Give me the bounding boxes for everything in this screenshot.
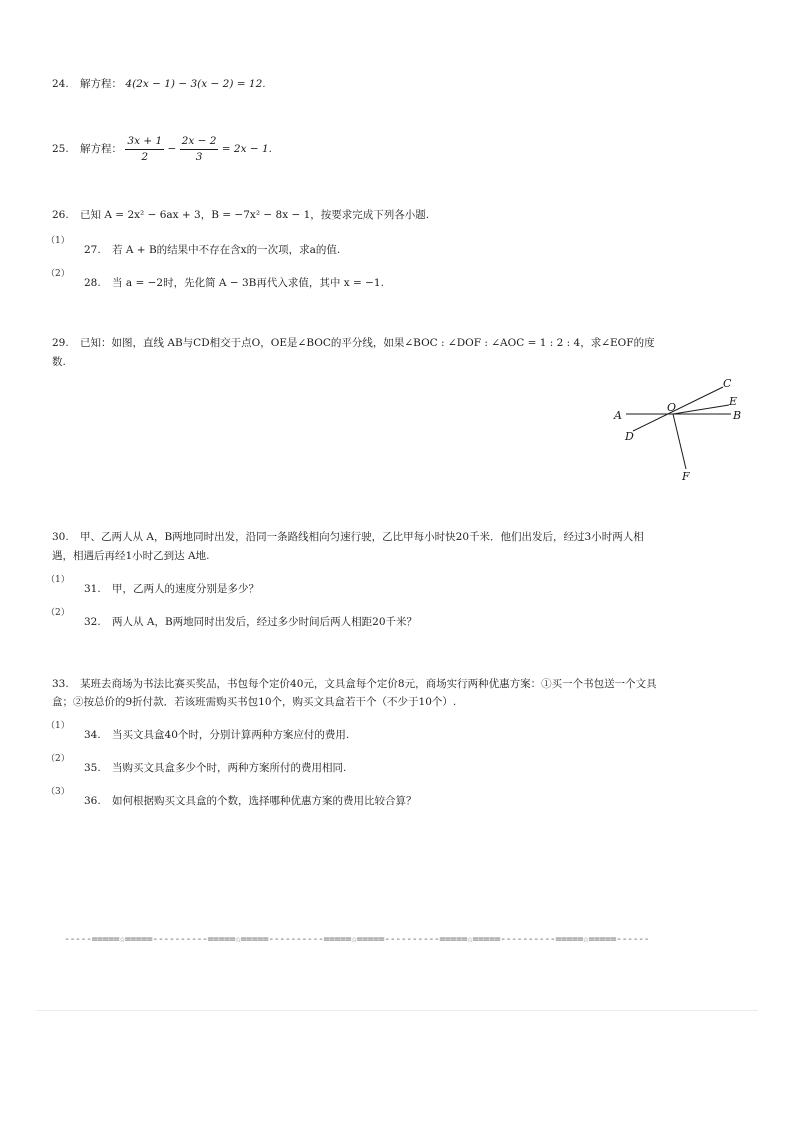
part-tag: （1）	[46, 236, 70, 246]
part-tag: （3）	[46, 787, 70, 797]
question-text: 当买文具盒40个时，分别计算两种方案应付的费用.	[112, 729, 350, 741]
question-text: 如何根据购买文具盒的个数，选择哪种优惠方案的费用比较合算？	[112, 795, 417, 807]
question-text: 两人从 A，B两地同时出发后，经过多少时间后两人相距20千米？	[112, 616, 418, 628]
question-number: 27.	[84, 244, 101, 256]
part-tag: （2）	[46, 608, 70, 618]
minus-sign: −	[167, 142, 177, 155]
question-text: 已知 A = 2x² − 6ax + 3，B = −7x² − 8x − 1，按要求完成下列各小题.	[80, 209, 430, 221]
label-f: F	[682, 470, 690, 483]
equation-rhs: = 2x − 1.	[221, 142, 272, 155]
question-33-line2: 盒；②按总价的9折付款．若该班需购买书包10个，购买文具盒若干个（不少于10个）.	[52, 696, 457, 708]
line-cd	[633, 387, 723, 431]
question-29	[52, 338, 655, 349]
part-tag: （1）	[46, 575, 70, 585]
label-a: A	[614, 409, 622, 422]
question-number: 25.	[52, 142, 69, 155]
question-text-line1: 已知：如图，直线 AB与CD相交于点O，OE是∠BOC的平分线，如果∠BOC : ∠DOF : ∠AOC = 1 : 2 : 4，求∠EOF的度	[80, 337, 655, 349]
label-d: D	[625, 430, 634, 443]
sub-question-34	[84, 730, 349, 741]
question-number: 31.	[84, 583, 101, 595]
label-b: B	[733, 409, 742, 422]
fraction-2: $\frac{2x - 2}{3}$	[181, 135, 217, 163]
geometry-figure	[605, 373, 755, 485]
label-o: O	[667, 401, 677, 414]
question-number: 32.	[84, 616, 101, 628]
question-number: 28.	[84, 277, 101, 289]
question-text: 若 A + B的结果中不存在含x的一次项，求a的值.	[112, 244, 341, 256]
question-text-line1: 甲、乙两人从 A，B两地同时出发，沿同一条路线相向匀速行驶，乙比甲每小时快20千米．他们出发后，经过3小时两人相	[80, 531, 644, 543]
question-number: 30.	[52, 531, 69, 543]
sub-question-36	[84, 796, 417, 807]
question-30-line2: 遇，相遇后再经1小时乙到达 A地.	[52, 550, 210, 562]
equation: 4(2x − 1) − 3(x − 2) = 12.	[125, 78, 266, 90]
question-text: 甲，乙两人的速度分别是多少？	[112, 583, 260, 595]
question-number: 24.	[52, 78, 69, 90]
question-30	[52, 532, 644, 543]
sub-question-35	[84, 763, 346, 774]
question-label: 解方程：	[80, 142, 123, 155]
question-number: 29.	[52, 337, 69, 349]
question-label: 解方程：	[80, 78, 123, 90]
part-tag: （2）	[46, 269, 70, 279]
fraction-1: $\frac{3x + 1}{2}$	[127, 135, 163, 163]
sub-question-27	[84, 245, 340, 256]
page-divider: -----=====☆=====----------=====☆=====----------=====☆=====----------=====☆=====----------=====☆=====------	[64, 935, 650, 945]
question-number: 35.	[84, 762, 101, 774]
label-c: C	[723, 377, 732, 390]
ray-of	[673, 414, 686, 469]
question-text: 当购买文具盒多少个时，两种方案所付的费用相同.	[112, 762, 347, 774]
question-number: 33.	[52, 678, 69, 690]
question-33	[52, 679, 657, 690]
sub-question-28	[84, 278, 384, 289]
sub-question-32	[84, 617, 417, 628]
question-29-line2: 数.	[52, 356, 66, 368]
question-26	[52, 210, 429, 221]
part-tag: （1）	[46, 721, 70, 731]
question-text-line1: 某班去商场为书法比赛买奖品，书包每个定价40元，文具盒每个定价8元，商场实行两种优惠方案：①买一个书包送一个文具	[80, 678, 657, 690]
question-number: 34.	[84, 729, 101, 741]
ray-oe	[673, 405, 729, 414]
label-e: E	[729, 395, 738, 408]
question-number: 36.	[84, 795, 101, 807]
part-tag: （2）	[46, 754, 70, 764]
question-number: 26.	[52, 209, 69, 221]
question-text: 当 a = −2时，先化简 A − 3B再代入求值，其中 x = −1.	[112, 277, 384, 289]
question-25	[52, 136, 272, 162]
bottom-rule	[36, 1010, 758, 1011]
sub-question-31	[84, 584, 259, 595]
question-24	[52, 79, 266, 90]
